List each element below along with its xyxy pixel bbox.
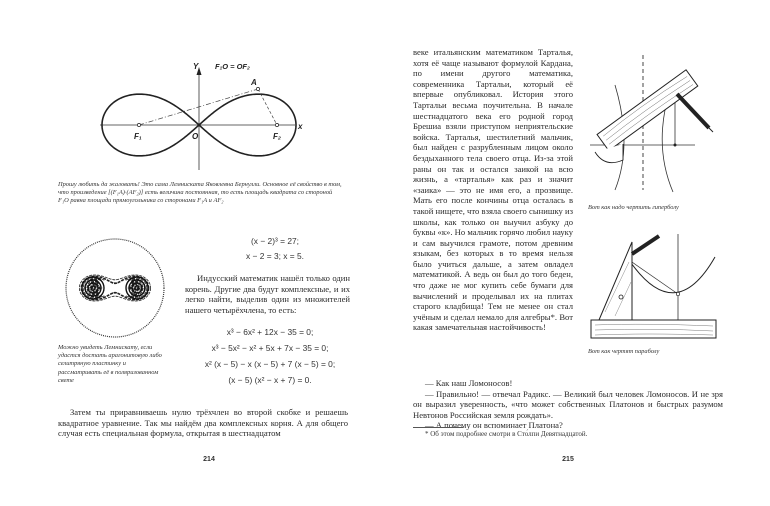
dialogue-line-1: — Как наш Ломоносов! xyxy=(425,378,513,388)
paragraph-tartaglia: веке итальянским математиком Тарталья, хотя её чаще называют формулой Кардана, по имени другого математика, современника Тартальи, который её впервые опубликовал. История этого Тартальи весьма поучительна. В начале шестнадцатого века его родной город Брешиа взяли приступом неприятельские войска. Тарталья, шестилетний мальчик, был найден с разрубленным лицом около бездыханного тела своего отца. Из-за этой раны он так и остался заикой на всю жизнь, а «тарталья» как раз и значит «заика» — это не имя его, а прозвище. Мать его после кончины отца осталась в такой нищете, что взяла своего сынишку из школы, как только он выучил азбуку до буквы «к». Но мальчик горячо любил науку и сам выучился грамоте, потом древним языкам, без которых в то время нельзя было учиться дальше, а затем овладел математикой. А ведь он был до того беден, что даже не мог купить себе бумаги для вычислений и проделывал их на плитах старого кладбища! Тем не менее он стал учёным и сделал немало для алгебры*. Вот какая замечательная настойчивость! xyxy=(413,47,573,333)
label-equality: F₁O = OF₂ xyxy=(215,62,250,71)
focus-point xyxy=(674,144,677,147)
interference-ring xyxy=(101,288,130,289)
equation-4: x³ − 5x² − x² + 5x + 7x − 35 = 0; xyxy=(211,343,329,353)
label-f2: F₂ xyxy=(273,132,281,141)
focus-point xyxy=(676,292,679,295)
lemniscate-figure xyxy=(95,55,305,175)
crystal-interference-figure xyxy=(63,237,168,339)
footnote: * Об этом подробнее смотри в Сто́лпи Девятнадцатой. xyxy=(425,430,588,438)
dialogue-line-3: — А почему он вспоминает Платона? xyxy=(425,420,563,431)
crystal-caption: Можно увидеть Лемнискату, если удастся достать арагонитовую либо селитряную пластинку и рассматривать её в поляризованном свете xyxy=(58,344,162,384)
parabola-drawing-figure xyxy=(585,232,720,342)
equation-2: x − 2 = 3; x = 5. xyxy=(246,251,304,261)
pencil-icon xyxy=(677,94,709,128)
paragraph-quadratic: Затем ты приравниваешь нулю трёхчлен во второй скобке и решаешь квадратное уравнение. Так мы найдём два комплексных корня. А для общего случая есть специальная формула, открытая в шестнадцатом xyxy=(58,407,348,439)
focus-2-point xyxy=(275,123,278,126)
label-f1: F₁ xyxy=(134,132,142,141)
pencil-icon xyxy=(632,236,659,254)
page-number-right: 215 xyxy=(562,456,574,463)
hyperbola-drawing-figure xyxy=(585,50,720,200)
dialogue xyxy=(413,378,723,431)
label-a: A xyxy=(251,78,257,87)
interference-ring xyxy=(97,286,133,291)
label-o: O xyxy=(192,132,199,141)
paragraph-indian-mathematician: Индусский математик нашёл только один корень. Другие два будут комплексные, и их легко найти, выделив один из множителей нашего четырёхчлена, то есть: xyxy=(185,273,350,315)
lemniscate-caption: Прошу любить да жаловать! Это сама Лемниската Яковлевна Бернулли. Основное её свойство в том, что произведение [(F₁A)·(AF₂)] есть величина постоянная, то есть площадь квадрата со стороной F₁O равна площади прямоугольника со сторонами F₁A и AF₂ xyxy=(58,181,342,205)
label-x: x xyxy=(298,122,303,131)
ruler-board xyxy=(597,70,698,151)
label-y: Y xyxy=(193,62,199,71)
focus-1-point xyxy=(137,123,140,126)
ruler-board xyxy=(591,320,716,338)
triangle-square xyxy=(599,242,632,320)
point-a xyxy=(256,87,259,90)
hyperbola-caption: Вот как надо чертить гиперболу xyxy=(588,204,679,211)
line-f1-a xyxy=(139,89,258,125)
dialogue-line-2: — Правильно! — отвечал Радикс. — Великий был человек Ломоносов. И не зря он выразил уверенность, «что может собственных Платонов и быстрых разумом Невтонов Российская земля рождать». xyxy=(413,388,723,420)
equation-5: x² (x − 5) − x (x − 5) + 7 (x − 5) = 0; xyxy=(204,359,336,369)
crystal-border xyxy=(66,239,164,337)
footnote-divider xyxy=(413,427,463,428)
string-line xyxy=(629,260,678,294)
parabola-caption: Вот как чертят параболу xyxy=(588,348,660,355)
right-page xyxy=(385,0,770,506)
equation-1: (x − 2)³ = 27; xyxy=(251,236,299,246)
equation-3: x³ − 6x² + 12x − 35 = 0; xyxy=(226,327,314,337)
equation-6: (x − 5) (x² − x + 7) = 0. xyxy=(228,375,312,385)
parabola-curve xyxy=(629,257,715,293)
page-number-left: 214 xyxy=(203,456,215,463)
